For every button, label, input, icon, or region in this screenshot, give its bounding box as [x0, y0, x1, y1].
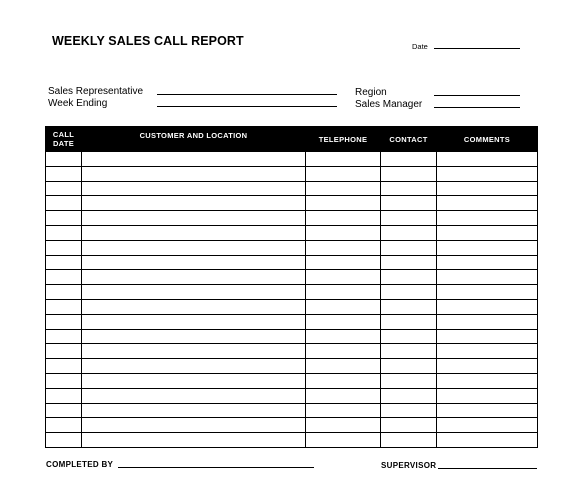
cell-telephone[interactable] — [306, 418, 381, 433]
cell-comments[interactable] — [437, 152, 538, 167]
cell-comments[interactable] — [437, 388, 538, 403]
cell-contact[interactable] — [381, 196, 437, 211]
cell-contact[interactable] — [381, 314, 437, 329]
cell-contact[interactable] — [381, 344, 437, 359]
cell-call-date[interactable] — [46, 255, 82, 270]
cell-comments[interactable] — [437, 225, 538, 240]
cell-contact[interactable] — [381, 373, 437, 388]
sales-rep-label: Sales Representative — [48, 86, 144, 97]
cell-telephone[interactable] — [306, 270, 381, 285]
table-row — [46, 299, 538, 314]
cell-comments[interactable] — [437, 433, 538, 448]
cell-contact[interactable] — [381, 211, 437, 226]
cell-comments[interactable] — [437, 181, 538, 196]
cell-customer[interactable] — [82, 240, 306, 255]
cell-customer[interactable] — [82, 329, 306, 344]
cell-comments[interactable] — [437, 240, 538, 255]
table-body — [46, 152, 538, 448]
cell-contact[interactable] — [381, 403, 437, 418]
table-row — [46, 433, 538, 448]
cell-call-date[interactable] — [46, 373, 82, 388]
table-row — [46, 211, 538, 226]
cell-telephone[interactable] — [306, 344, 381, 359]
date-field[interactable] — [434, 48, 520, 49]
completed-by-field[interactable] — [118, 467, 314, 468]
cell-contact[interactable] — [381, 152, 437, 167]
cell-call-date[interactable] — [46, 418, 82, 433]
column-header-contact: CONTACT — [381, 127, 437, 152]
sales-manager-label: Sales Manager — [355, 99, 423, 110]
cell-customer[interactable] — [82, 270, 306, 285]
completed-by-label: COMPLETED BY — [46, 460, 114, 469]
cell-customer[interactable] — [82, 152, 306, 167]
cell-customer[interactable] — [82, 359, 306, 374]
cell-comments[interactable] — [437, 373, 538, 388]
cell-telephone[interactable] — [306, 403, 381, 418]
cell-contact[interactable] — [381, 329, 437, 344]
cell-call-date[interactable] — [46, 314, 82, 329]
table-row — [46, 270, 538, 285]
table-row — [46, 285, 538, 300]
cell-telephone[interactable] — [306, 359, 381, 374]
cell-customer[interactable] — [82, 181, 306, 196]
cell-customer[interactable] — [82, 403, 306, 418]
cell-contact[interactable] — [381, 433, 437, 448]
cell-call-date[interactable] — [46, 403, 82, 418]
table-row — [46, 418, 538, 433]
cell-comments[interactable] — [437, 314, 538, 329]
cell-customer[interactable] — [82, 388, 306, 403]
sales-call-table — [45, 126, 538, 448]
cell-call-date[interactable] — [46, 433, 82, 448]
cell-call-date[interactable] — [46, 285, 82, 300]
table-row — [46, 403, 538, 418]
cell-contact[interactable] — [381, 299, 437, 314]
cell-call-date[interactable] — [46, 166, 82, 181]
table-row — [46, 373, 538, 388]
cell-contact[interactable] — [381, 285, 437, 300]
cell-call-date[interactable] — [46, 359, 82, 374]
supervisor-field[interactable] — [438, 468, 537, 469]
cell-call-date[interactable] — [46, 344, 82, 359]
cell-customer[interactable] — [82, 433, 306, 448]
cell-telephone[interactable] — [306, 299, 381, 314]
table-row — [46, 225, 538, 240]
cell-contact[interactable] — [381, 240, 437, 255]
cell-call-date[interactable] — [46, 240, 82, 255]
week-ending-label: Week Ending — [48, 98, 108, 109]
date-label: Date — [412, 42, 428, 51]
cell-customer[interactable] — [82, 344, 306, 359]
cell-comments[interactable] — [437, 299, 538, 314]
cell-call-date[interactable] — [46, 270, 82, 285]
report-title: WEEKLY SALES CALL REPORT — [52, 34, 244, 48]
cell-contact[interactable] — [381, 388, 437, 403]
cell-comments[interactable] — [437, 403, 538, 418]
cell-telephone[interactable] — [306, 373, 381, 388]
region-label: Region — [355, 87, 387, 98]
table-row — [46, 196, 538, 211]
cell-customer[interactable] — [82, 373, 306, 388]
cell-telephone[interactable] — [306, 255, 381, 270]
cell-call-date[interactable] — [46, 181, 82, 196]
table-header-row — [46, 127, 538, 152]
cell-customer[interactable] — [82, 211, 306, 226]
column-header-telephone: TELEPHONE — [306, 127, 381, 152]
table-row — [46, 329, 538, 344]
table-row — [46, 240, 538, 255]
column-header-comments: COMMENTS — [437, 127, 538, 152]
cell-customer[interactable] — [82, 285, 306, 300]
cell-comments[interactable] — [437, 329, 538, 344]
cell-contact[interactable] — [381, 359, 437, 374]
cell-telephone[interactable] — [306, 196, 381, 211]
table-row — [46, 181, 538, 196]
table-row — [46, 344, 538, 359]
cell-telephone[interactable] — [306, 225, 381, 240]
cell-comments[interactable] — [437, 196, 538, 211]
cell-call-date[interactable] — [46, 329, 82, 344]
cell-comments[interactable] — [437, 270, 538, 285]
table-row — [46, 166, 538, 181]
supervisor-label: SUPERVISOR — [381, 461, 437, 470]
cell-comments[interactable] — [437, 344, 538, 359]
cell-telephone[interactable] — [306, 433, 381, 448]
cell-comments[interactable] — [437, 285, 538, 300]
cell-comments[interactable] — [437, 255, 538, 270]
table-row — [46, 152, 538, 167]
cell-telephone[interactable] — [306, 181, 381, 196]
cell-telephone[interactable] — [306, 211, 381, 226]
week-ending-field[interactable] — [157, 106, 337, 107]
cell-telephone[interactable] — [306, 166, 381, 181]
cell-call-date[interactable] — [46, 299, 82, 314]
cell-customer[interactable] — [82, 418, 306, 433]
cell-telephone[interactable] — [306, 285, 381, 300]
cell-customer[interactable] — [82, 314, 306, 329]
cell-telephone[interactable] — [306, 240, 381, 255]
cell-call-date[interactable] — [46, 196, 82, 211]
sales-rep-field[interactable] — [157, 94, 337, 95]
cell-comments[interactable] — [437, 359, 538, 374]
cell-customer[interactable] — [82, 196, 306, 211]
column-header-call-date: CALL DATE — [46, 127, 82, 152]
cell-call-date[interactable] — [46, 388, 82, 403]
cell-call-date[interactable] — [46, 211, 82, 226]
cell-telephone[interactable] — [306, 314, 381, 329]
cell-contact[interactable] — [381, 418, 437, 433]
region-field[interactable] — [434, 95, 520, 96]
cell-telephone[interactable] — [306, 152, 381, 167]
column-header-customer: CUSTOMER AND LOCATION — [82, 127, 306, 152]
cell-call-date[interactable] — [46, 152, 82, 167]
cell-contact[interactable] — [381, 225, 437, 240]
cell-comments[interactable] — [437, 166, 538, 181]
cell-customer[interactable] — [82, 166, 306, 181]
cell-comments[interactable] — [437, 418, 538, 433]
table-row — [46, 314, 538, 329]
cell-telephone[interactable] — [306, 329, 381, 344]
cell-contact[interactable] — [381, 181, 437, 196]
cell-customer[interactable] — [82, 255, 306, 270]
table-row — [46, 359, 538, 374]
cell-comments[interactable] — [437, 211, 538, 226]
cell-contact[interactable] — [381, 270, 437, 285]
table-row — [46, 255, 538, 270]
table-row — [46, 388, 538, 403]
cell-telephone[interactable] — [306, 388, 381, 403]
cell-customer[interactable] — [82, 299, 306, 314]
cell-call-date[interactable] — [46, 225, 82, 240]
cell-contact[interactable] — [381, 166, 437, 181]
cell-contact[interactable] — [381, 255, 437, 270]
cell-customer[interactable] — [82, 225, 306, 240]
sales-manager-field[interactable] — [434, 107, 520, 108]
